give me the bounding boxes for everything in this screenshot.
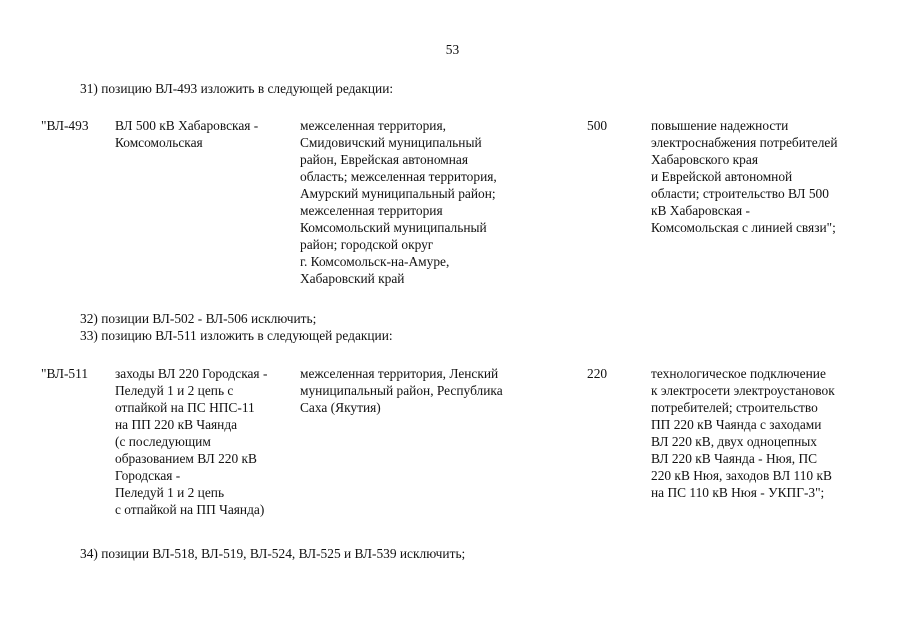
row-code: "ВЛ-493 — [41, 118, 89, 133]
item-32-text: 32) позиции ВЛ-502 - ВЛ-506 исключить; — [80, 311, 317, 326]
item-31-text: 31) позицию ВЛ-493 изложить в следующей редакции: — [80, 81, 394, 96]
row-line-name: ВЛ 500 кВ Хабаровская - Комсомольская — [115, 118, 259, 150]
row-territory: межселенная территория, Смидовичский муниципальный район, Еврейская автономная область; межселенная территория, Амурский муниципальный район; межселенная территория Комсомольский муниципальный район; городской округ г. Комсомольск-на-Амуре, Хабаровский край — [300, 118, 497, 286]
row-line-name: заходы ВЛ 220 Городская - Пеледуй 1 и 2 цепь с отпайкой на ПС НПС-11 на ПП 220 кВ Чаянда (с последующим образованием ВЛ 220 кВ Городская - Пеледуй 1 и 2 цепь с отпайкой на ПП Чаянда) — [115, 366, 268, 517]
page-number: 53 — [445, 42, 460, 57]
row-goal: повышение надежности электроснабжения потребителей Хабаровского края и Еврейской автономной области; строительство ВЛ 500 кВ Хабаровская - Комсомольская с линией связи"; — [651, 118, 838, 235]
row-voltage: 220 — [587, 366, 608, 381]
row-territory: межселенная территория, Ленский муниципальный район, Республика Саха (Якутия) — [300, 366, 503, 415]
row-voltage: 500 — [587, 118, 608, 133]
item-34-text: 34) позиции ВЛ-518, ВЛ-519, ВЛ-524, ВЛ-525 и ВЛ-539 исключить; — [80, 546, 466, 561]
item-33-text: 33) позицию ВЛ-511 изложить в следующей редакции: — [80, 328, 393, 343]
row-goal: технологическое подключение к электросети электроустановок потребителей; строительство ПП 220 кВ Чаянда с заходами ВЛ 220 кВ, двух одноцепных ВЛ 220 кВ Чаянда - Нюя, ПС 220 кВ Нюя, заходов ВЛ 110 кВ на ПС 110 кВ Нюя - УКПГ-3"; — [651, 366, 835, 500]
row-code: "ВЛ-511 — [41, 366, 89, 381]
